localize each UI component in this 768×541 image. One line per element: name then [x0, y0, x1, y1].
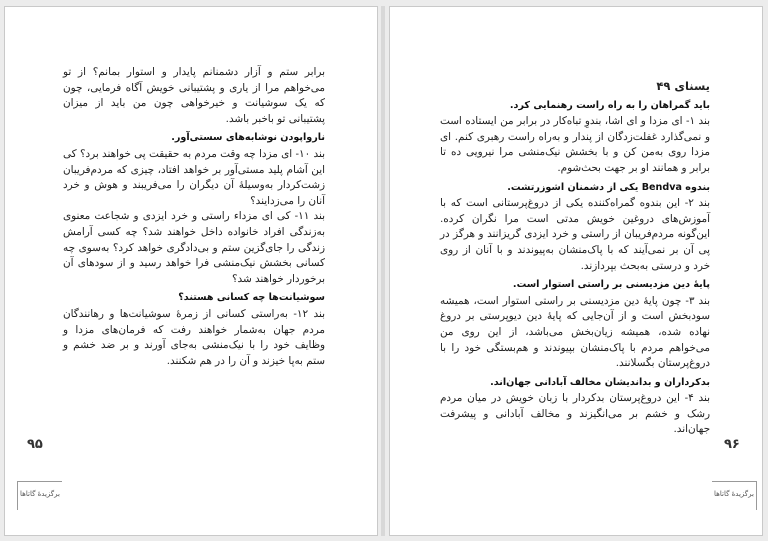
- left-paragraph: بند ۱۰- ای مزدا چه وقت مردم به حقیقت پی خواهند برد؟ کی این آشام پلید مستی‌آور بر خواهد افتاد، چیزی که مردم‌فریبان زشت‌کردار به‌وسیلهٔ آن دیگران را می‌فریبند و هوش و خرد آنان را می‌زدایند؟: [63, 147, 325, 207]
- left-running-footer: برگزیدهٔ گاتاها: [17, 481, 62, 510]
- right-section-heading: بدکرداران و بداندیشان مخالف آبادانی جهان‌اند.: [490, 376, 710, 388]
- right-paragraph: بند ۲- این بندوه گمراه‌کننده یکی از دروغ‌پرستانی است که با آموزش‌های دروغین خویش مدتی است مرا نگران کرده. این‌گونه مردم‌فریبان از راستی و خرد ایزدی گریزانند و هرگز در پی آن بر نمی‌آیند که با پاک‌منشان به‌پیوندند و با آنان از روی خرد و درستی به‌بحث بپردازند.: [440, 197, 710, 272]
- left-paragraph: برابر ستم و آزار دشمنانم پایدار و استوار بمانم؟ از تو می‌خواهم مرا از یاری و پشتیبانی خویش آگاه فرمایی، چون که یک سوشیانت و خیرخواهی چون من باید از میزان پشتیبانی تو باخبر باشد.: [63, 66, 325, 125]
- left-section-heading: نارواپودن نوشابه‌های سستی‌آور.: [171, 132, 325, 144]
- left-section-heading: سوشیانت‌ها چه کسانی هستند؟: [178, 292, 325, 304]
- left-paragraph: بند ۱۱- کی ای مزداء راستی و خرد ایزدی و شجاعت معنوی به‌زندگی افراد خانواده داخل خواهند شد؟ چه کسی آرامش زندگی را جای‌گزین ستم و بی‌دادگری خواهد کرد؟ به‌سوی چه کسانی بخشش نیک‌منشی فرا خواهد رسید و از سودهای آن برخوردار خواهند شد؟: [63, 210, 325, 285]
- right-running-footer: برگزیدهٔ گاتاها: [712, 481, 757, 510]
- left-page-number: ۹۵: [27, 437, 43, 452]
- chapter-title: یسنای ۴۹: [656, 79, 710, 93]
- right-page-text: [440, 79, 710, 438]
- right-paragraph: بند ۴- این دروغ‌پرستان بدکردار با زبان خویش در میان مردم رشک و خشم بر می‌انگیزند و مخالف آبادانی و پیشرفت جهان‌اند.: [440, 392, 710, 436]
- right-section-heading: بندوه Bendva یکی از دشمنان اشوزرتشت.: [507, 181, 710, 193]
- left-page: [4, 6, 378, 536]
- left-page-text: [63, 65, 325, 369]
- right-page: [389, 6, 763, 536]
- right-paragraph: بند ۳- چون پایهٔ دین مزدیسنی بر راستی استوار است، همیشه سودبخش است و از آن‌جایی که پایهٔ دین دیوپرستی بر دروغ نهاده شده، همیشه زیان‌بخش می‌باشد، از این روی من می‌خواهم مردم با پاک‌منشان بپیوندند و هم‌بستگی خود را با دروغ‌پرستان بگسلانند.: [440, 294, 710, 370]
- book-spine: [381, 6, 385, 536]
- right-page-number: ۹۶: [724, 437, 740, 452]
- left-paragraph: بند ۱۲- به‌راستی کسانی از زمرهٔ سوشیانت‌ها و رهانندگان مردم جهان به‌شمار خواهند رفت که فرمان‌های مزدا و وظایف خود را با نیک‌منشی به‌جای آورند و بر ضد خشم و ستم به‌پا خیزند و آن را در هم شکنند.: [63, 307, 325, 367]
- right-section-heading: باید گمراهان را به راه راست رهنمایی کرد.: [509, 99, 710, 111]
- right-section-heading: پایهٔ دین مزدیسنی بر راستی استوار است.: [512, 279, 710, 291]
- right-paragraph: بند ۱- ای مزدا و ای اشا، بندوِ تباه‌کار در برابر من ایستاده است و نمی‌گذارد غفلت‌زدگان از پندار و به‌راه راست رهبری کنم. ای مزدا روی به‌من کن و با بخشش نیک‌منشی مرا نیرویی ده تا برابر و همانند او بر جهت بحث‌شوم.: [440, 115, 710, 174]
